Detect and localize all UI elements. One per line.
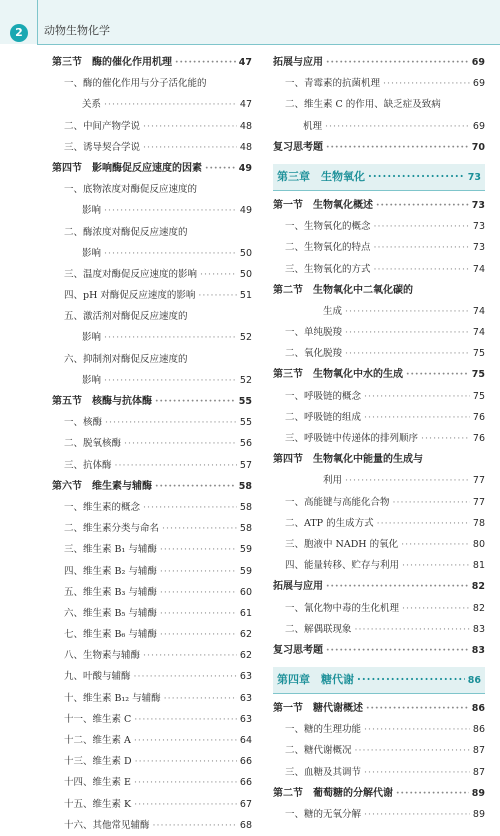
dot-leader — [364, 386, 470, 407]
toc-page-number: 86 — [471, 703, 485, 715]
dot-leader — [198, 285, 237, 306]
toc-page-number: 61 — [239, 607, 252, 619]
toc-entry[interactable] — [52, 285, 252, 306]
toc-entry[interactable] — [273, 740, 485, 761]
dot-leader — [326, 52, 469, 73]
dot-leader — [406, 364, 469, 385]
toc-page-number: 66 — [239, 756, 252, 768]
toc-entry[interactable] — [52, 497, 252, 518]
toc-entry-title: 关系 — [82, 99, 102, 111]
toc-entry[interactable] — [52, 476, 252, 497]
dot-leader — [421, 428, 470, 449]
toc-page-number: 57 — [239, 459, 252, 471]
toc-page-number: 76 — [472, 411, 485, 423]
toc-page-number: 86 — [472, 724, 485, 736]
toc-entry-title: 第一节 糖代谢概述 — [273, 703, 363, 715]
dot-leader — [355, 619, 470, 640]
toc-page-number: 80 — [472, 538, 485, 550]
toc-entry-title: 四、维生素 B₂ 与辅酶 — [64, 565, 157, 577]
toc-entry[interactable] — [52, 582, 252, 603]
toc-page-number: 49 — [238, 162, 252, 174]
toc-entry-title: 复习思考题 — [273, 141, 323, 153]
toc-page-number: 63 — [239, 671, 252, 683]
toc-entry[interactable] — [273, 280, 485, 301]
toc-page-number: 62 — [239, 650, 252, 662]
toc-page-number: 63 — [239, 713, 252, 725]
toc-page-number: 75 — [472, 390, 485, 402]
dot-leader — [162, 518, 237, 539]
toc-entry[interactable] — [273, 470, 485, 491]
toc-entry-title: 二、脱氧核酶 — [64, 438, 122, 450]
dot-leader — [402, 598, 470, 619]
dot-leader — [104, 200, 237, 221]
toc-entry[interactable] — [52, 709, 252, 730]
toc-entry-title: 四、pH 对酶促反应速度的影响 — [64, 290, 196, 302]
toc-entry[interactable] — [52, 52, 252, 73]
toc-entry[interactable] — [52, 179, 252, 200]
toc-entry[interactable] — [273, 449, 485, 470]
toc-page-number: 48 — [239, 141, 252, 153]
dot-leader — [396, 783, 469, 804]
toc-page-number: 50 — [239, 247, 252, 259]
toc-entry-title: 第一节 生物氧化概述 — [273, 199, 373, 211]
toc-page-number: 47 — [239, 99, 252, 111]
toc-entry[interactable] — [273, 364, 485, 385]
toc-entry[interactable] — [52, 222, 252, 243]
dot-leader — [134, 666, 237, 687]
toc-entry-title: 机理 — [303, 120, 323, 132]
toc-page-number: 52 — [239, 332, 252, 344]
toc-page-number: 55 — [239, 417, 252, 429]
toc-page-number: 58 — [238, 480, 252, 492]
toc-entry-title: 三、生物氧化的方式 — [285, 263, 371, 275]
toc-entry-title: 十二、维生素 A — [64, 735, 131, 746]
toc-page-number: 59 — [239, 544, 252, 556]
toc-entry[interactable] — [52, 624, 252, 645]
toc-entry[interactable] — [52, 561, 252, 582]
toc-page-number: 76 — [472, 433, 485, 444]
toc-entry-title: 二、中间产物学说 — [64, 120, 141, 132]
toc-entry[interactable] — [273, 322, 485, 343]
toc-page-number: 51 — [239, 290, 252, 302]
dot-leader — [115, 455, 237, 476]
toc-entry-title: 三、胞液中 NADH 的氧化 — [285, 538, 399, 550]
toc-entry-title: 二、糖代谢概况 — [285, 745, 352, 757]
toc-entry-title: 五、激活剂对酶促反应速度的 — [64, 311, 188, 323]
toc-entry[interactable] — [273, 719, 485, 740]
toc-page-number: 66 — [239, 777, 252, 789]
toc-page-number: 74 — [472, 327, 485, 339]
toc-entry[interactable] — [52, 391, 252, 412]
dot-leader — [374, 216, 470, 237]
toc-entry[interactable] — [52, 794, 252, 815]
toc-entry-title: 六、抑制剂对酶促反应速度的 — [64, 353, 188, 365]
dot-leader — [143, 116, 237, 137]
toc-entry[interactable] — [273, 237, 485, 258]
toc-page-number: 55 — [238, 396, 252, 407]
toc-entry-title: 一、维生素的概念 — [64, 501, 141, 513]
header-divider — [37, 0, 38, 44]
toc-entry-title: 第五节 核酶与抗体酶 — [52, 396, 152, 407]
toc-entry[interactable] — [52, 94, 252, 115]
toc-entry[interactable] — [273, 783, 485, 804]
toc-entry-title: 利用 — [323, 475, 343, 487]
toc-entry-title: 二、解偶联现象 — [285, 623, 352, 635]
toc-entry-title: 二、维生素分类与命名 — [64, 523, 160, 535]
toc-entry-title: 二、生物氧化的特点 — [285, 242, 371, 254]
dot-leader — [105, 412, 237, 433]
toc-entry-title: 五、维生素 B₃ 与辅酶 — [64, 586, 157, 598]
toc-entry-title: 六、维生素 B₅ 与辅酶 — [64, 607, 157, 619]
toc-entry[interactable] — [52, 688, 252, 709]
dot-leader — [377, 513, 470, 534]
toc-page-number: 73 — [467, 171, 481, 183]
dot-leader — [200, 264, 237, 285]
toc-entry-title: 生成 — [323, 305, 343, 317]
dot-leader — [155, 476, 236, 497]
toc-entry[interactable] — [52, 158, 252, 179]
toc-entry-title: 二、维生素 C 的作用、缺乏症及致病 — [285, 99, 441, 111]
toc-page-number: 89 — [471, 787, 485, 799]
toc-page-number: 64 — [239, 735, 252, 746]
toc-page-number: 58 — [239, 523, 252, 535]
toc-entry[interactable] — [273, 386, 485, 407]
dot-leader — [155, 391, 236, 412]
toc-page-number: 81 — [472, 560, 485, 572]
dot-leader — [374, 259, 470, 280]
toc-page-number: 74 — [472, 305, 485, 317]
dot-leader — [153, 815, 237, 836]
dot-leader — [393, 492, 470, 513]
dot-leader — [374, 237, 470, 258]
toc-entry-title: 拓展与应用 — [273, 581, 323, 593]
toc-entry-title: 二、ATP 的生成方式 — [285, 517, 374, 529]
toc-left-column — [52, 52, 252, 836]
dot-leader — [364, 719, 470, 740]
dot-leader — [345, 470, 470, 491]
toc-entry[interactable] — [52, 412, 252, 433]
toc-entry-title: 二、氧化脱羧 — [285, 348, 343, 360]
toc-entry-title: 十五、维生素 K — [64, 798, 132, 810]
toc-entry-title: 第四节 影响酶促反应速度的因素 — [52, 162, 202, 174]
dot-leader — [376, 195, 469, 216]
toc-entry[interactable] — [52, 264, 252, 285]
toc-page-number: 73 — [472, 242, 485, 254]
dot-leader — [135, 751, 237, 772]
toc-entry-title: 二、呼吸链的组成 — [285, 411, 362, 423]
toc-entry[interactable] — [52, 603, 252, 624]
toc-entry[interactable] — [52, 116, 252, 137]
toc-page-number: 87 — [472, 766, 485, 778]
toc-page-number: 82 — [471, 581, 485, 593]
dot-leader — [134, 772, 237, 793]
header-rule — [37, 44, 500, 45]
toc-entry[interactable] — [52, 518, 252, 539]
toc-entry-title: 第三节 酶的催化作用机理 — [52, 57, 172, 68]
dot-leader — [326, 137, 469, 158]
dot-leader — [124, 433, 237, 454]
toc-page-number: 69 — [471, 57, 485, 68]
dot-leader — [355, 740, 470, 761]
book-title: 动物生物化学 — [44, 24, 110, 37]
toc-right-column — [273, 52, 485, 825]
toc-page-number: 77 — [472, 496, 485, 508]
toc-page-number: 73 — [472, 221, 485, 233]
toc-entry[interactable] — [273, 301, 485, 322]
dot-leader — [134, 730, 237, 751]
toc-entry-title: 七、维生素 B₆ 与辅酶 — [64, 629, 157, 641]
toc-entry-title: 第三章 生物氧化 — [277, 169, 365, 183]
toc-entry[interactable] — [52, 73, 252, 94]
dot-leader — [160, 624, 237, 645]
dot-leader — [134, 709, 237, 730]
toc-entry-title: 三、温度对酶促反应速度的影响 — [64, 268, 198, 280]
toc-entry-title: 十、维生素 B₁₂ 与辅酶 — [64, 692, 161, 704]
toc-entry-title: 一、单纯脱羧 — [285, 327, 343, 339]
toc-entry[interactable] — [273, 492, 485, 513]
toc-entry-title: 一、糖的生理功能 — [285, 724, 362, 736]
toc-entry[interactable] — [273, 259, 485, 280]
toc-entry[interactable] — [52, 200, 252, 221]
toc-page-number: 49 — [239, 205, 252, 217]
dot-leader — [104, 94, 237, 115]
toc-page-number: 62 — [239, 629, 252, 641]
toc-page-number: 73 — [471, 199, 485, 211]
toc-entry-title: 一、氰化物中毒的生化机理 — [285, 602, 400, 614]
toc-page-number: 69 — [472, 78, 485, 90]
toc-page-number: 75 — [471, 369, 485, 381]
toc-entry-title: 十六、其他常见辅酶 — [64, 819, 150, 831]
toc-entry-title: 三、呼吸链中传递体的排列顺序 — [285, 433, 419, 444]
dot-leader — [345, 322, 470, 343]
toc-entry-title: 一、糖的无氧分解 — [285, 809, 362, 820]
toc-page-number: 70 — [471, 141, 485, 153]
dot-leader — [345, 301, 470, 322]
toc-entry[interactable] — [273, 216, 485, 237]
toc-entry[interactable] — [273, 116, 485, 137]
toc-entry-title: 三、维生素 B₁ 与辅酶 — [64, 544, 157, 556]
toc-entry[interactable] — [52, 751, 252, 772]
toc-entry[interactable] — [273, 576, 485, 597]
toc-entry[interactable] — [52, 539, 252, 560]
toc-page-number: 48 — [239, 120, 252, 132]
dot-leader — [325, 116, 470, 137]
toc-page-number: 56 — [239, 438, 252, 450]
toc-entry-title: 一、高能键与高能化合物 — [285, 496, 390, 508]
toc-page-number: 50 — [239, 268, 252, 280]
dot-leader — [104, 370, 237, 391]
toc-entry[interactable] — [52, 349, 252, 370]
toc-entry[interactable] — [52, 730, 252, 751]
toc-entry-title: 二、酶浓度对酶促反应速度的 — [64, 226, 188, 238]
toc-entry-title: 拓展与应用 — [273, 57, 323, 68]
toc-page-number: 47 — [238, 57, 252, 68]
toc-entry[interactable] — [273, 640, 485, 661]
toc-entry-title: 十三、维生素 D — [64, 756, 132, 768]
toc-entry[interactable] — [273, 513, 485, 534]
toc-entry-title: 三、抗体酶 — [64, 459, 112, 471]
toc-entry-title: 三、血糖及其调节 — [285, 766, 362, 778]
toc-page-number: 89 — [472, 809, 485, 820]
dot-leader — [366, 698, 469, 719]
toc-entry-title: 第三节 生物氧化中水的生成 — [273, 369, 403, 381]
toc-entry-title: 影响 — [82, 332, 102, 344]
toc-entry[interactable] — [273, 762, 485, 783]
toc-page-number: 77 — [472, 475, 485, 487]
toc-page-number: 82 — [472, 602, 485, 614]
toc-entry-title: 十一、维生素 C — [64, 713, 132, 725]
toc-entry[interactable] — [273, 598, 485, 619]
dot-leader — [326, 576, 469, 597]
toc-entry[interactable] — [52, 370, 252, 391]
toc-page-number: 83 — [471, 644, 485, 656]
toc-entry-title: 八、生物素与辅酶 — [64, 650, 141, 662]
toc-page-number: 60 — [239, 586, 252, 598]
dot-leader — [160, 603, 237, 624]
toc-entry-title: 九、叶酸与辅酶 — [64, 671, 131, 683]
toc-page-number: 74 — [472, 263, 485, 275]
toc-page-number: 68 — [239, 819, 252, 831]
dot-leader — [368, 164, 465, 190]
toc-page-number: 59 — [239, 565, 252, 577]
toc-entry[interactable] — [273, 343, 485, 364]
toc-chapter[interactable] — [273, 667, 485, 694]
dot-leader — [175, 52, 236, 73]
dot-leader — [383, 73, 470, 94]
toc-entry[interactable] — [273, 534, 485, 555]
dot-leader — [205, 158, 236, 179]
toc-entry[interactable] — [52, 666, 252, 687]
toc-entry[interactable] — [273, 52, 485, 73]
toc-entry-title: 第二节 葡萄糖的分解代谢 — [273, 787, 393, 799]
toc-entry[interactable] — [273, 73, 485, 94]
toc-page-number: 67 — [239, 798, 252, 810]
dot-leader — [104, 327, 237, 348]
toc-entry-title: 第二节 生物氧化中二氧化碳的 — [273, 284, 413, 296]
toc-entry-title: 四、能量转移、贮存与利用 — [285, 560, 400, 572]
dot-leader — [160, 582, 237, 603]
toc-entry[interactable] — [273, 407, 485, 428]
dot-leader — [160, 561, 237, 582]
toc-entry[interactable] — [273, 698, 485, 719]
dot-leader — [326, 640, 469, 661]
dot-leader — [364, 407, 470, 428]
dot-leader — [357, 667, 465, 693]
dot-leader — [134, 794, 237, 815]
toc-entry[interactable] — [273, 804, 485, 825]
toc-entry[interactable] — [52, 327, 252, 348]
toc-entry[interactable] — [273, 555, 485, 576]
toc-entry[interactable] — [52, 243, 252, 264]
toc-page-number: 87 — [472, 745, 485, 757]
dot-leader — [364, 762, 470, 783]
toc-entry-title: 第四节 生物氧化中能量的生成与 — [273, 454, 423, 466]
dot-leader — [164, 688, 237, 709]
toc-entry[interactable] — [273, 428, 485, 449]
dot-leader — [143, 645, 237, 666]
page-number-badge: 2 — [10, 24, 28, 42]
toc-entry-title: 一、生物氧化的概念 — [285, 221, 371, 233]
toc-page-number: 78 — [472, 517, 485, 529]
toc-entry-title: 三、诱导契合学说 — [64, 141, 141, 153]
toc-entry[interactable] — [273, 137, 485, 158]
toc-entry[interactable] — [52, 645, 252, 666]
toc-page-number: 69 — [472, 120, 485, 132]
toc-entry-title: 影响 — [82, 205, 102, 217]
toc-entry-title: 第六节 维生素与辅酶 — [52, 480, 152, 492]
toc-entry[interactable] — [52, 815, 252, 836]
toc-entry-title: 一、底物浓度对酶促反应速度的 — [64, 184, 198, 196]
toc-entry[interactable] — [52, 772, 252, 793]
dot-leader — [104, 243, 237, 264]
toc-entry-title: 一、核酶 — [64, 417, 103, 429]
toc-entry[interactable] — [52, 433, 252, 454]
toc-page-number: 58 — [239, 501, 252, 513]
toc-page-number: 83 — [472, 623, 485, 635]
toc-entry[interactable] — [273, 94, 485, 115]
toc-page-number: 75 — [472, 348, 485, 360]
dot-leader — [160, 539, 237, 560]
toc-entry[interactable] — [273, 195, 485, 216]
toc-entry-title: 影响 — [82, 374, 102, 386]
toc-chapter[interactable] — [273, 164, 485, 191]
toc-entry[interactable] — [52, 455, 252, 476]
toc-entry[interactable] — [52, 306, 252, 327]
toc-entry-title: 十四、维生素 E — [64, 777, 131, 789]
dot-leader — [143, 497, 237, 518]
toc-entry[interactable] — [273, 619, 485, 640]
dot-leader — [402, 555, 470, 576]
toc-page-number: 63 — [239, 692, 252, 704]
toc-page-number: 86 — [467, 675, 481, 687]
toc-entry-title: 一、呼吸链的概念 — [285, 390, 362, 402]
toc-entry-title: 影响 — [82, 247, 102, 259]
dot-leader — [364, 804, 470, 825]
dot-leader — [401, 534, 470, 555]
toc-entry[interactable] — [52, 137, 252, 158]
toc-entry-title: 第四章 糖代谢 — [277, 673, 354, 687]
toc-entry-title: 复习思考题 — [273, 644, 323, 656]
dot-leader — [143, 137, 237, 158]
dot-leader — [345, 343, 470, 364]
toc-entry-title: 一、青霉素的抗菌机理 — [285, 78, 381, 90]
toc-entry-title: 一、酶的催化作用与分子活化能的 — [64, 78, 207, 90]
toc-page-number: 52 — [239, 374, 252, 386]
